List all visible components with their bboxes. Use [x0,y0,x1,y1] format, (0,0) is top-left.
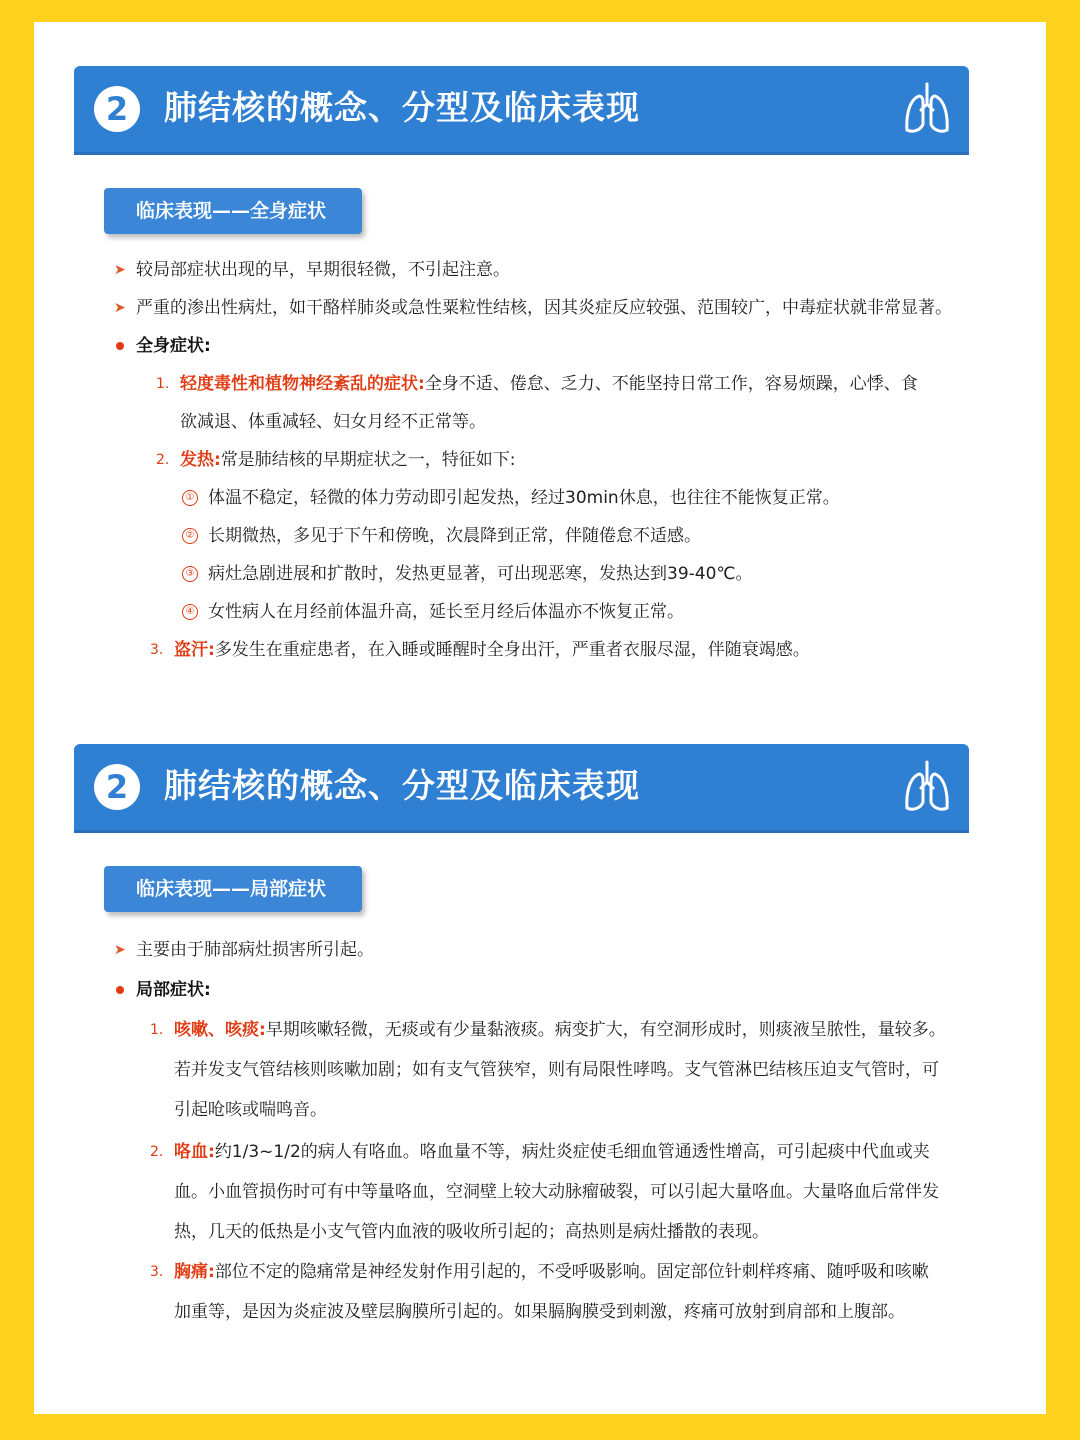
sub-item-text: 长期微热，多见于下午和傍晚，次晨降到正常，伴随倦怠不适感。 [208,526,701,546]
chevron-right-icon: ➤ [114,300,126,316]
document-sheet [34,22,1046,1414]
sub-item-marker: ④ [182,604,198,620]
item-text: 若并发支气管结核则咳嗽加剧；如有支气管狭窄，则有局限性哮鸣。支气管淋巴结核压迫支气管时，可 [174,1060,939,1080]
lungs-icon [903,80,951,138]
item-text: 血。小血管损伤时可有中等量咯血，空洞壁上较大动脉瘤破裂，可以引起大量咯血。大量咯血后常伴发 [174,1182,939,1202]
list-item [180,448,516,472]
lungs-icon [903,758,951,816]
section-heading: 全身症状: [136,336,211,356]
slide-header-banner [74,744,969,830]
list-item [180,372,918,396]
item-text: 多发生在重症患者，在入睡或睡醒时全身出汗，严重者衣服尽湿，伴随衰竭感。 [214,640,810,660]
item-label: 咯血: [174,1142,215,1162]
list-item [174,1260,929,1284]
item-number: 3. [150,642,164,658]
section-number-badge: 2 [94,86,140,132]
item-text: 加重等，是因为炎症波及壁层胸膜所引起的。如果膈胸膜受到刺激，疼痛可放射到肩部和上腹部。 [174,1302,905,1322]
chevron-right-icon: ➤ [114,942,126,958]
sub-item-marker: ③ [182,566,198,582]
item-text: 引起呛咳或喘鸣音。 [174,1100,327,1120]
item-text: 约1/3~1/2的病人有咯血。咯血量不等，病灶炎症使毛细血管通透性增高，可引起痰中代血或夹 [214,1142,930,1162]
item-text: 全身不适、倦怠、乏力、不能坚持日常工作，容易烦躁，心悸、食 [424,374,918,394]
item-text: 热，几天的低热是小支气管内血液的吸收所引起的；高热则是病灶播散的表现。 [174,1222,769,1242]
item-text: 欲减退、体重减轻、妇女月经不正常等。 [180,412,486,432]
item-text: 早期咳嗽轻微，无痰或有少量黏液痰。病变扩大，有空洞形成时，则痰液呈脓性，量较多。 [265,1020,946,1040]
item-number: 1. [150,1022,164,1038]
slide-header-banner [74,66,969,152]
item-number: 2. [150,1144,164,1160]
item-number: 1. [156,376,170,392]
item-number: 3. [150,1264,164,1280]
item-label: 盗汗: [174,640,215,660]
list-item [174,1018,946,1042]
item-label: 胸痛: [174,1262,215,1282]
sub-item-marker: ① [182,490,198,506]
slide-title: 肺结核的概念、分型及临床表现 [164,88,640,127]
section-heading: 局部症状: [136,980,211,1000]
sub-item-text: 女性病人在月经前体温升高，延长至月经后体温亦不恢复正常。 [208,602,684,622]
item-text: 部位不定的隐痛常是神经发射作用引起的，不受呼吸影响。固定部位针刺样疼痛、随呼吸和咳嗽 [214,1262,929,1282]
item-number: 2. [156,452,170,468]
item-label: 发热: [180,450,221,470]
sub-item-text: 病灶急剧进展和扩散时，发热更显著，可出现恶寒，发热达到39-40℃。 [208,564,753,584]
subsection-tag: 临床表现——局部症状 [104,866,362,912]
item-label: 轻度毒性和植物神经紊乱的症状: [180,374,425,394]
bullet-dot [116,342,124,350]
slide-title: 肺结核的概念、分型及临床表现 [164,766,640,805]
sub-item-marker: ② [182,528,198,544]
chevron-right-icon: ➤ [114,262,126,278]
list-item [174,1140,930,1164]
bullet-text: 较局部症状出现的早，早期很轻微，不引起注意。 [136,260,510,280]
item-text: 常是肺结核的早期症状之一，特征如下: [220,450,516,470]
bullet-text: 主要由于肺部病灶损害所引起。 [136,940,374,960]
section-number-badge: 2 [94,764,140,810]
slide-general-symptoms [34,22,1046,722]
item-label: 咳嗽、咳痰: [174,1020,266,1040]
bullet-text: 严重的渗出性病灶，如干酪样肺炎或急性粟粒性结核，因其炎症反应较强、范围较广，中毒症状就非常显著。 [136,298,952,318]
bullet-dot [116,986,124,994]
subsection-tag: 临床表现——全身症状 [104,188,362,234]
sub-item-text: 体温不稳定，轻微的体力劳动即引起发热，经过30min休息，也往往不能恢复正常。 [208,488,840,508]
slide-local-symptoms [34,700,1046,1400]
list-item [174,638,810,662]
